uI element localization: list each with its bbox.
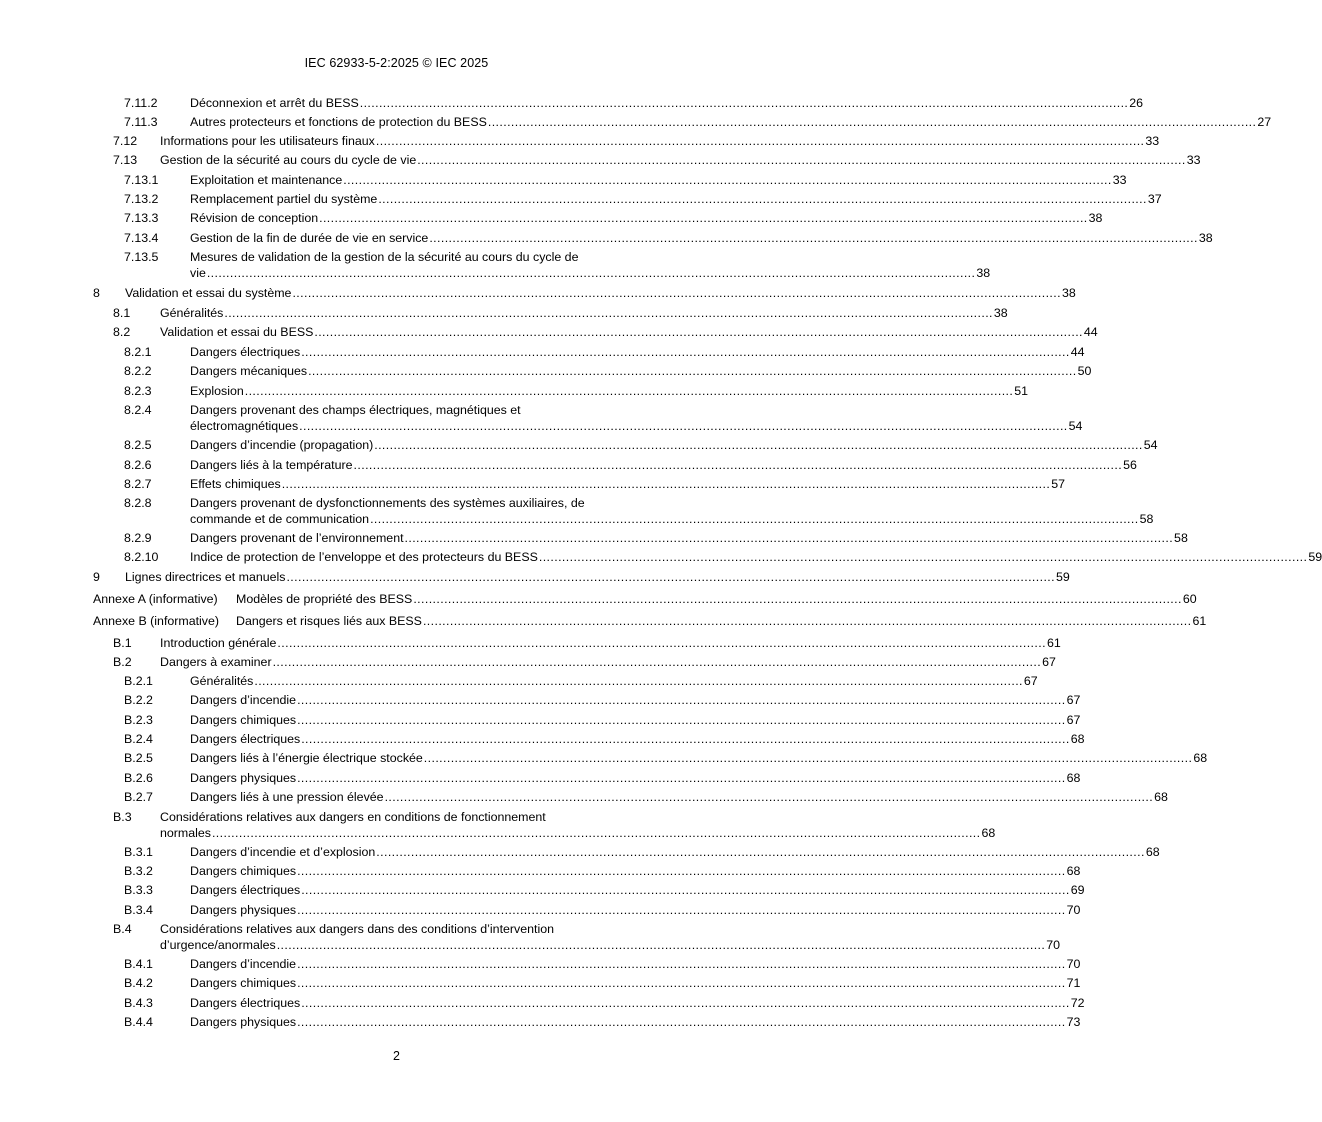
toc-entry-number: 8.2.1 <box>124 345 152 359</box>
toc-entry-title: d’urgence/anormales <box>160 938 276 952</box>
toc-entry-number: B.2 <box>113 655 132 669</box>
toc-entry-page: 68 <box>1145 845 1160 859</box>
toc-entry-page: 38 <box>976 266 991 280</box>
toc-entry-title: Dangers électriques <box>190 732 301 746</box>
page-number: 2 <box>393 1049 400 1063</box>
toc-dot-leader: ........................................................................................................................................................................................................ <box>206 266 976 280</box>
toc-entry-page: 68 <box>1193 751 1208 765</box>
toc-entry-title: Validation et essai du BESS <box>160 325 314 339</box>
toc-dot-leader: ........................................................................................................................................................................................................ <box>297 693 1066 707</box>
toc-dot-leader: ........................................................................................................................................................................................................ <box>378 192 1147 206</box>
toc-entry-number: B.2.1 <box>124 674 153 688</box>
toc-dot-leader: ........................................................................................................................................................................................................ <box>429 231 1198 245</box>
toc-dot-leader: ........................................................................................................................................................................................................ <box>277 636 1046 650</box>
toc-entry-title: Dangers électriques <box>190 883 301 897</box>
toc-entry-number: 7.13.2 <box>124 192 159 206</box>
toc-entry-title: Dangers d’incendie et d’explosion <box>190 845 376 859</box>
toc-entry-number: 8.2.8 <box>124 496 152 510</box>
toc-entry-page: 59 <box>1308 550 1322 564</box>
toc-dot-leader: ........................................................................................................................................................................................................ <box>211 826 981 840</box>
toc-entry-title: Dangers mécaniques <box>190 364 308 378</box>
toc-dot-leader: ........................................................................................................................................................................................................ <box>297 903 1066 917</box>
toc-dot-leader: ........................................................................................................................................................................................................ <box>314 325 1083 339</box>
toc-dot-leader: ........................................................................................................................................................................................................ <box>413 592 1182 606</box>
toc-entry-title: Dangers physiques <box>190 771 297 785</box>
toc-dot-leader: ........................................................................................................................................................................................................ <box>319 211 1088 225</box>
toc-entry-page: 70 <box>1046 938 1061 952</box>
toc-entry-page: 61 <box>1192 614 1207 628</box>
toc-entry-number: B.4.2 <box>124 976 153 990</box>
toc-dot-leader: ........................................................................................................................................................................................................ <box>297 864 1066 878</box>
toc-entry-number: 7.13.4 <box>124 231 159 245</box>
toc-entry-title: Dangers chimiques <box>190 976 297 990</box>
toc-entry-number: B.2.4 <box>124 732 153 746</box>
toc-entry-number: B.3.4 <box>124 903 153 917</box>
toc-entry-title: Dangers chimiques <box>190 864 297 878</box>
toc-entry-number: B.3.2 <box>124 864 153 878</box>
toc-entry-title: Dangers et risques liés aux BESS <box>236 614 422 628</box>
toc-dot-leader: ........................................................................................................................................................................................................ <box>244 384 1014 398</box>
toc-entry-title: Effets chimiques <box>190 477 281 491</box>
toc-dot-leader: ........................................................................................................................................................................................................ <box>301 883 1070 897</box>
toc-entry-page: 68 <box>1066 864 1081 878</box>
toc-entry-title: Dangers électriques <box>190 996 301 1010</box>
toc-entry-page: 38 <box>1061 286 1076 300</box>
toc-entry-title: Lignes directrices et manuels <box>125 570 286 584</box>
toc-entry-number: 8.2.10 <box>124 550 159 564</box>
toc-entry-page: 33 <box>1112 173 1127 187</box>
toc-entry-title: vie <box>190 266 206 280</box>
toc-entry-page: 71 <box>1066 976 1081 990</box>
toc-dot-leader: ........................................................................................................................................................................................................ <box>281 477 1051 491</box>
toc-entry-title: Dangers chimiques <box>190 713 297 727</box>
toc-entry-number: B.3 <box>113 810 132 824</box>
toc-dot-leader: ........................................................................................................................................................................................................ <box>254 674 1023 688</box>
toc-dot-leader: ........................................................................................................................................................................................................ <box>292 286 1061 300</box>
toc-entry-title: Généralités <box>160 306 224 320</box>
toc-entry-number: 9 <box>93 570 100 584</box>
toc-entry-number: 8.2.6 <box>124 458 152 472</box>
toc-entry-title: Dangers provenant de l’environnement <box>190 531 404 545</box>
toc-dot-leader: ........................................................................................................................................................................................................ <box>404 531 1174 545</box>
toc-entry-number: 8.2.9 <box>124 531 152 545</box>
toc-entry-page: 27 <box>1257 115 1272 129</box>
toc-dot-leader: ........................................................................................................................................................................................................ <box>301 345 1070 359</box>
toc-entry-number: B.1 <box>113 636 132 650</box>
toc-entry-title: Révision de conception <box>190 211 319 225</box>
toc-entry-number: 7.12 <box>113 134 138 148</box>
toc-entry-title: électromagnétiques <box>190 419 299 433</box>
toc-entry-title: Remplacement partiel du système <box>190 192 378 206</box>
toc-entry-title: Dangers d’incendie (propagation) <box>190 438 374 452</box>
toc-entry-title: Informations pour les utilisateurs finaux <box>160 134 375 148</box>
toc-entry-title: Dangers liés à une pression élevée <box>190 790 384 804</box>
toc-dot-leader: ........................................................................................................................................................................................................ <box>297 957 1066 971</box>
toc-entry-page: 54 <box>1068 419 1083 433</box>
toc-entry-title: Dangers à examiner <box>160 655 272 669</box>
toc-dot-leader: ........................................................................................................................................................................................................ <box>308 364 1077 378</box>
toc-entry-page: 69 <box>1070 883 1085 897</box>
toc-entry-title: Autres protecteurs et fonctions de protection du BESS <box>190 115 487 129</box>
toc-entry-page: 70 <box>1066 903 1081 917</box>
toc-entry-number: B.4.1 <box>124 957 153 971</box>
toc-entry-number: B.4 <box>113 922 132 936</box>
toc-entry-page: 61 <box>1046 636 1061 650</box>
toc-entry-number: 8.1 <box>113 306 131 320</box>
toc-entry-page: 67 <box>1042 655 1056 669</box>
toc-entry-title: Dangers d’incendie <box>190 693 297 707</box>
toc-entry-page: 67 <box>1066 713 1081 727</box>
toc-entry-number: 8.2.2 <box>124 364 152 378</box>
toc-dot-leader: ........................................................................................................................................................................................................ <box>370 512 1139 526</box>
toc-dot-leader: ........................................................................................................................................................................................................ <box>224 306 993 320</box>
toc-entry-page: 58 <box>1174 531 1188 545</box>
toc-entry-page: 54 <box>1143 438 1158 452</box>
toc-dot-leader: ........................................................................................................................................................................................................ <box>423 751 1193 765</box>
toc-entry-title: Exploitation et maintenance <box>190 173 343 187</box>
toc-entry-page: 68 <box>1154 790 1168 804</box>
toc-entry-page: 60 <box>1182 592 1197 606</box>
toc-entry-number: B.2.5 <box>124 751 153 765</box>
toc-entry-title: Indice de protection de l’enveloppe et des protecteurs du BESS <box>190 550 538 564</box>
toc-dot-leader: ........................................................................................................................................................................................................ <box>538 550 1308 564</box>
toc-entry-number: B.3.3 <box>124 883 153 897</box>
toc-entry-title: Déconnexion et arrêt du BESS <box>190 96 359 110</box>
toc-entry-number: 7.11.2 <box>124 96 158 110</box>
toc-entry-page: 67 <box>1023 674 1038 688</box>
toc-entry-title: commande et de communication <box>190 512 370 526</box>
toc-entry-page: 50 <box>1077 364 1092 378</box>
toc-dot-leader: ........................................................................................................................................................................................................ <box>375 134 1145 148</box>
toc-entry-number: B.4.3 <box>124 996 153 1010</box>
toc-dot-leader: ........................................................................................................................................................................................................ <box>487 115 1257 129</box>
toc-entry-title: Dangers liés à la température <box>190 458 353 472</box>
toc-entry-page: 59 <box>1055 570 1070 584</box>
toc-entry-number: 7.13 <box>113 153 138 167</box>
toc-entry-number: 8.2 <box>113 325 131 339</box>
toc-entry-number: 8.2.5 <box>124 438 152 452</box>
toc-entry-title: Dangers liés à l’énergie électrique stockée <box>190 751 423 765</box>
toc-entry-title: Gestion de la sécurité au cours du cycle de vie <box>160 153 417 167</box>
toc-dot-leader: ........................................................................................................................................................................................................ <box>343 173 1112 187</box>
toc-entry-title: Généralités <box>190 674 254 688</box>
toc-entry-page: 37 <box>1147 192 1162 206</box>
toc-entry-title: Explosion <box>190 384 244 398</box>
toc-dot-leader: ........................................................................................................................................................................................................ <box>276 938 1046 952</box>
toc-entry-page: 44 <box>1070 345 1085 359</box>
toc-entry-page: 33 <box>1186 153 1201 167</box>
toc-entry-page: 58 <box>1139 512 1154 526</box>
toc-entry-page: 57 <box>1051 477 1065 491</box>
toc-dot-leader: ........................................................................................................................................................................................................ <box>376 845 1145 859</box>
toc-entry-number: 8 <box>93 286 100 300</box>
toc-entry-number: B.2.2 <box>124 693 153 707</box>
toc-dot-leader: ........................................................................................................................................................................................................ <box>422 614 1192 628</box>
toc-entry-title-line1: Considérations relatives aux dangers en conditions de fonctionnement <box>160 810 546 824</box>
toc-dot-leader: ........................................................................................................................................................................................................ <box>374 438 1143 452</box>
toc-dot-leader: ........................................................................................................................................................................................................ <box>297 771 1066 785</box>
toc-entry-page: 33 <box>1145 134 1160 148</box>
toc-entry-number: B.2.6 <box>124 771 153 785</box>
toc-entry-title: Validation et essai du système <box>125 286 292 300</box>
toc-entry-number: 8.2.7 <box>124 477 152 491</box>
toc-entry-title: Modèles de propriété des BESS <box>236 592 413 606</box>
toc-entry-title: Gestion de la fin de durée de vie en service <box>190 231 429 245</box>
toc-entry-number: B.2.7 <box>124 790 153 804</box>
toc-entry-page: 38 <box>1198 231 1213 245</box>
toc-dot-leader: ........................................................................................................................................................................................................ <box>297 713 1066 727</box>
toc-entry-title: Dangers physiques <box>190 903 297 917</box>
toc-entry-page: 56 <box>1123 458 1137 472</box>
toc-entry-title: Dangers physiques <box>190 1015 297 1029</box>
toc-entry-title-line1: Considérations relatives aux dangers dans des conditions d’intervention <box>160 922 554 936</box>
toc-entry-page: 26 <box>1129 96 1144 110</box>
toc-entry-title: Introduction générale <box>160 636 277 650</box>
toc-entry-number: 8.2.4 <box>124 403 152 417</box>
toc-dot-leader: ........................................................................................................................................................................................................ <box>297 976 1066 990</box>
toc-entry-page: 72 <box>1070 996 1085 1010</box>
toc-entry-title: Dangers d’incendie <box>190 957 297 971</box>
toc-dot-leader: ........................................................................................................................................................................................................ <box>272 655 1042 669</box>
toc-dot-leader: ........................................................................................................................................................................................................ <box>353 458 1123 472</box>
toc-dot-leader: ........................................................................................................................................................................................................ <box>299 419 1068 433</box>
toc-entry-number: B.2.3 <box>124 713 153 727</box>
toc-dot-leader: ........................................................................................................................................................................................................ <box>301 732 1070 746</box>
toc-entry-page: 51 <box>1014 384 1029 398</box>
toc-entry-number: 7.13.1 <box>124 173 159 187</box>
toc-entry-page: 38 <box>993 306 1008 320</box>
toc-dot-leader: ........................................................................................................................................................................................................ <box>286 570 1055 584</box>
toc-entry-page: 38 <box>1088 211 1103 225</box>
toc-dot-leader: ........................................................................................................................................................................................................ <box>384 790 1154 804</box>
toc-entry-title-line1: Dangers provenant de dysfonctionnements des systèmes auxiliaires, de <box>190 496 585 510</box>
toc-entry-page: 44 <box>1083 325 1098 339</box>
toc-entry-number: Annexe A (informative) <box>93 592 218 606</box>
toc-entry-title: Dangers électriques <box>190 345 301 359</box>
toc-entry-title: normales <box>160 826 211 840</box>
toc-dot-leader: ........................................................................................................................................................................................................ <box>417 153 1186 167</box>
toc-entry-page: 67 <box>1066 693 1081 707</box>
toc-entry-number: B.4.4 <box>124 1015 153 1029</box>
toc-entry-number: 7.11.3 <box>124 115 158 129</box>
toc-entry-title-line1: Dangers provenant des champs électriques, magnétiques et <box>190 403 521 417</box>
page-header: IEC 62933-5-2:2025 © IEC 2025 <box>304 56 489 70</box>
toc-entry-page: 68 <box>1070 732 1085 746</box>
toc-entry-number: 7.13.5 <box>124 250 159 264</box>
toc-entry-number: 7.13.3 <box>124 211 159 225</box>
toc-entry-title-line1: Mesures de validation de la gestion de la sécurité au cours du cycle de <box>190 250 579 264</box>
toc-entry-number: 8.2.3 <box>124 384 152 398</box>
toc-dot-leader: ........................................................................................................................................................................................................ <box>301 996 1070 1010</box>
toc-dot-leader: ........................................................................................................................................................................................................ <box>297 1015 1066 1029</box>
toc-entry-number: B.3.1 <box>124 845 153 859</box>
toc-entry-page: 68 <box>981 826 996 840</box>
toc-dot-leader: ........................................................................................................................................................................................................ <box>359 96 1129 110</box>
toc-entry-number: Annexe B (informative) <box>93 614 220 628</box>
toc-entry-page: 73 <box>1066 1015 1081 1029</box>
toc-entry-page: 70 <box>1066 957 1081 971</box>
toc-entry-page: 68 <box>1066 771 1081 785</box>
